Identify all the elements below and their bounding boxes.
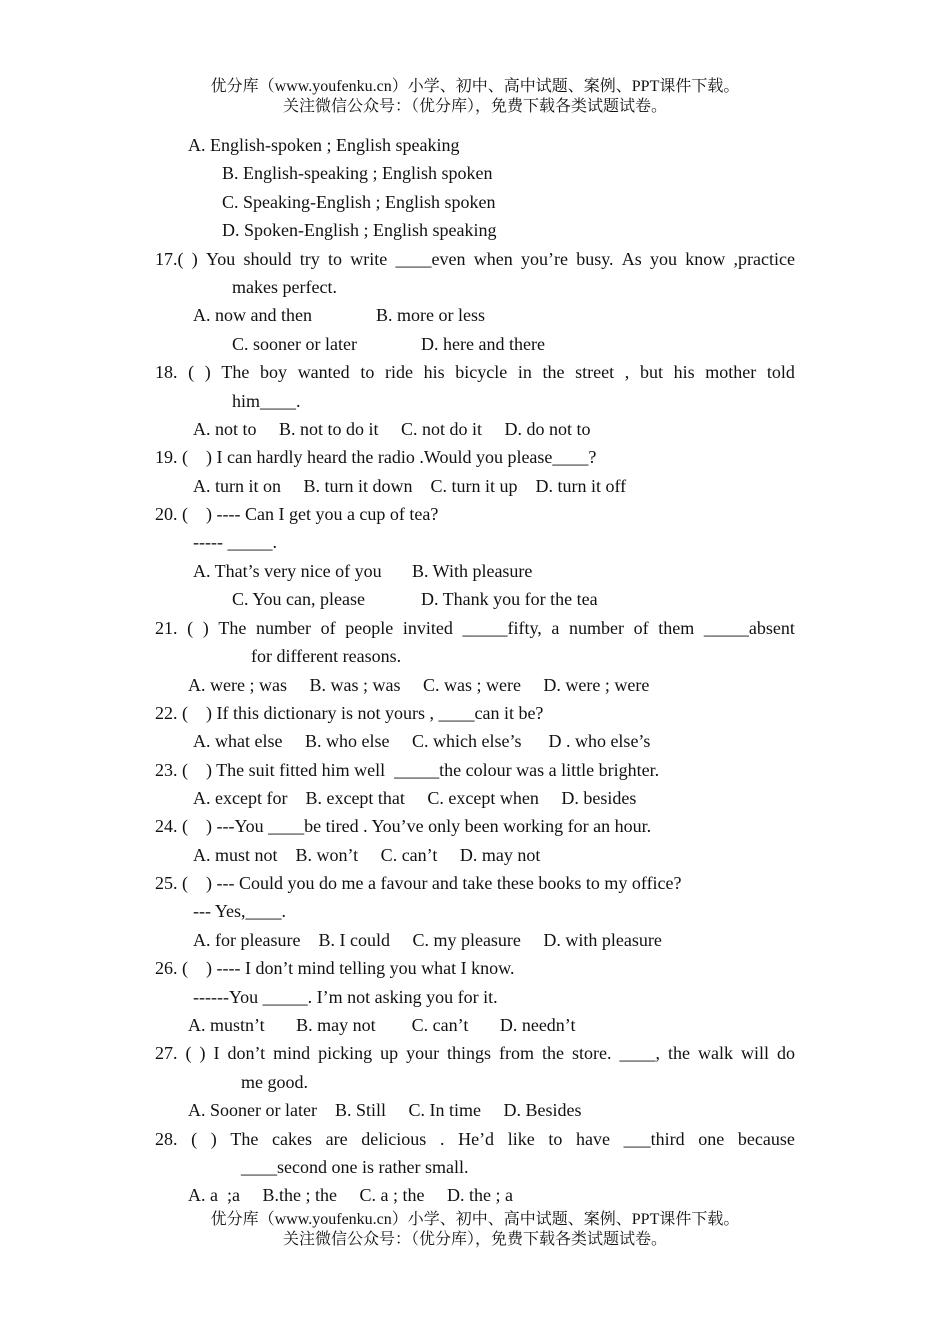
q27-stem-cont: me good.	[241, 1072, 308, 1092]
q20-option-c: C. You can, please	[232, 589, 365, 609]
q28-options: A. a ;a B.the ; the C. a ; the D. the ; a	[188, 1185, 513, 1205]
q26-stem: 26. ( ) ---- I don’t mind telling you what I know.	[155, 958, 515, 978]
footer-line-2: 关注微信公众号：（优分库），免费下载各类试题试卷。	[282, 1231, 667, 1248]
header-line-1: 优分库（www.youfenku.cn）小学、初中、高中试题、案例、PPT课件下载。	[210, 78, 740, 95]
q23-options: A. except for B. except that C. except when D. besides	[193, 788, 637, 808]
q22-options: A. what else B. who else C. which else’s D . who else’s	[193, 731, 651, 751]
q18-stem-cont: him____.	[232, 391, 301, 411]
q17-option-a: A. now and then	[193, 305, 312, 325]
q22-stem: 22. ( ) If this dictionary is not yours , ____can it be?	[155, 703, 544, 723]
q17-option-d: D. here and there	[421, 334, 545, 354]
q20-option-d: D. Thank you for the tea	[421, 589, 598, 609]
q26-options: A. mustn’t B. may not C. can’t D. needn’t	[188, 1015, 576, 1035]
q17-stem-cont: makes perfect.	[232, 277, 337, 297]
q18-options: A. not to B. not to do it C. not do it D. do not to	[193, 419, 591, 439]
q20-reply: ----- _____.	[193, 532, 277, 552]
q27-options: A. Sooner or later B. Still C. In time D. Besides	[188, 1100, 582, 1120]
q18-stem: 18. ( ) The boy wanted to ride his bicycle in the street , but his mother told	[155, 362, 795, 382]
q24-options: A. must not B. won’t C. can’t D. may not	[193, 845, 541, 865]
footer-line-1: 优分库（www.youfenku.cn）小学、初中、高中试题、案例、PPT课件下载。	[210, 1211, 740, 1228]
q25-options: A. for pleasure B. I could C. my pleasure D. with pleasure	[193, 930, 662, 950]
q25-stem: 25. ( ) --- Could you do me a favour and take these books to my office?	[155, 873, 682, 893]
header-line-2: 关注微信公众号：（优分库），免费下载各类试题试卷。	[282, 98, 667, 115]
q28-stem: 28. ( ) The cakes are delicious . He’d like to have ___third one because	[155, 1129, 795, 1149]
q21-options: A. were ; was B. was ; was C. was ; were D. were ; were	[188, 675, 650, 695]
q16-option-d: D. Spoken-English ; English speaking	[222, 220, 497, 240]
q25-reply: --- Yes,____.	[193, 901, 287, 921]
q23-stem: 23. ( ) The suit fitted him well _____the colour was a little brighter.	[155, 760, 660, 780]
q20-option-b: B. With pleasure	[412, 561, 533, 581]
q24-stem: 24. ( ) ---You ____be tired . You’ve only been working for an hour.	[155, 816, 652, 836]
q17-option-b: B. more or less	[376, 305, 485, 325]
q26-reply: ------You _____. I’m not asking you for it.	[193, 987, 498, 1007]
q17-option-c: C. sooner or later	[232, 334, 357, 354]
q20-stem: 20. ( ) ---- Can I get you a cup of tea?	[155, 504, 439, 524]
q20-option-a: A. That’s very nice of you	[193, 561, 382, 581]
q19-stem: 19. ( ) I can hardly heard the radio .Would you please____?	[155, 447, 597, 467]
q16-option-b: B. English-speaking ; English spoken	[222, 163, 493, 183]
q28-stem-cont: ____second one is rather small.	[241, 1157, 469, 1177]
q17-stem: 17.( ) You should try to write ____even when you’re busy. As you know ,practice	[155, 249, 795, 269]
q16-option-c: C. Speaking-English ; English spoken	[222, 192, 496, 212]
q21-stem-cont: for different reasons.	[251, 646, 402, 666]
q19-options: A. turn it on B. turn it down C. turn it up D. turn it off	[193, 476, 627, 496]
q21-stem: 21. ( ) The number of people invited _____fifty, a number of them _____absent	[155, 618, 795, 638]
q16-option-a: A. English-spoken ; English speaking	[188, 135, 460, 155]
q27-stem: 27. ( ) I don’t mind picking up your things from the store. ____, the walk will do	[155, 1043, 795, 1063]
